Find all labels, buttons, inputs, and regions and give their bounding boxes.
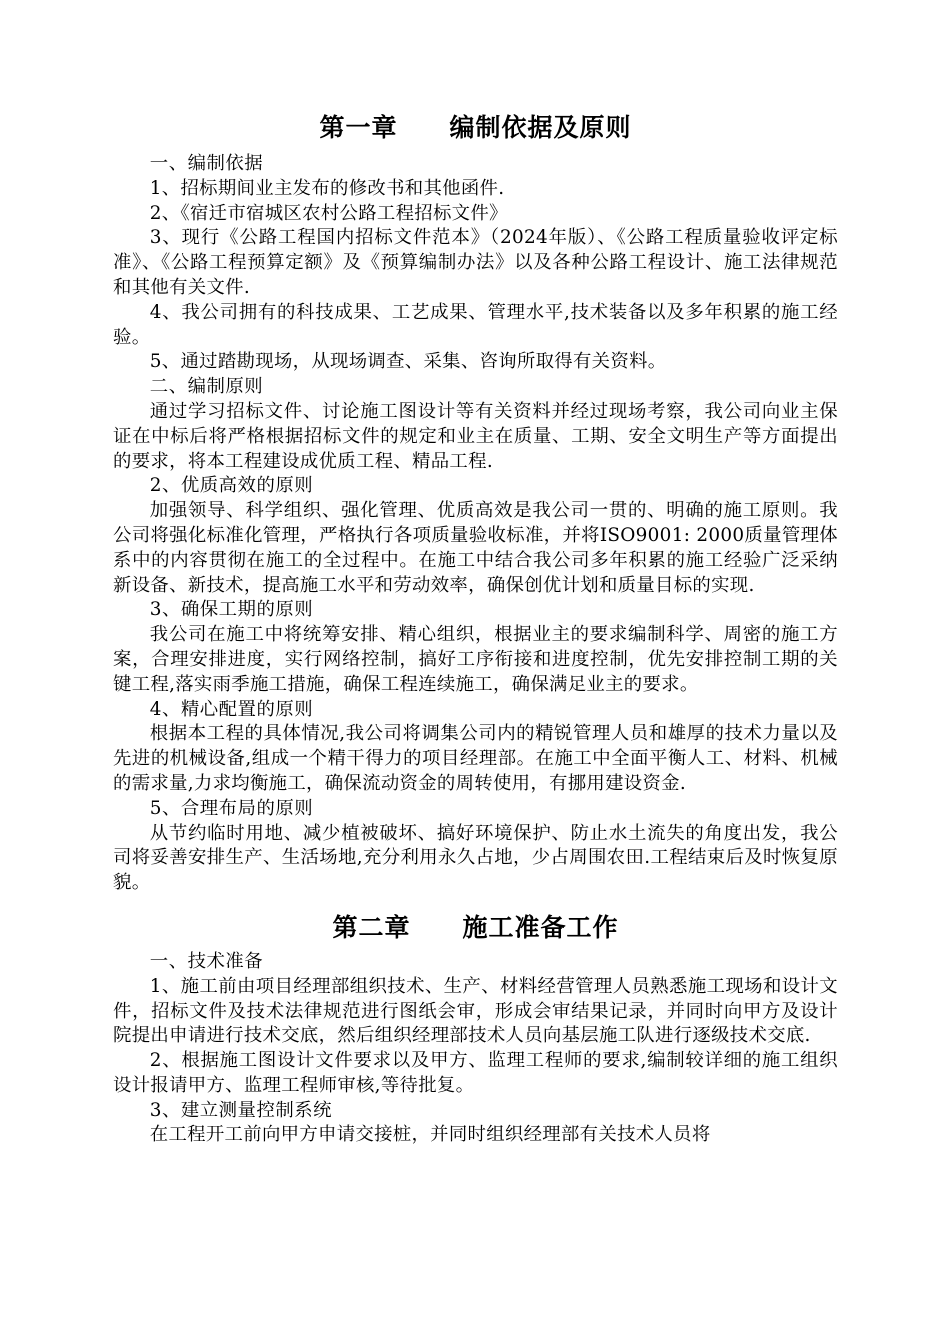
basis-item-5: 5、通过踏勘现场，从现场调查、采集、咨询所取得有关资料。: [149, 351, 667, 373]
subsection-heading: 2、优质高效的原则: [149, 475, 314, 497]
subsection-heading: 3、确保工期的原则: [149, 599, 314, 621]
basis-item-2: 2、《宿迁市宿城区农村公路工程招标文件》: [149, 202, 508, 224]
preparation-item: 在工程开工前向甲方申请交接桩，并同时组织经理部有关技术人员将: [149, 1124, 711, 1146]
principle-paragraph: 从节约临时用地、减少植被破坏、搞好环境保护、防止水土流失的角度出发，我公司将妥善安排生产、生活场地,充分利用永久占地，少占周围农田.工程结束后及时恢复原貌。: [113, 822, 838, 894]
section-heading: 一、技术准备: [149, 950, 264, 972]
basis-item-4: 4、我公司拥有的科技成果、工艺成果、管理水平,技术装备以及多年积累的施工经验。: [113, 301, 838, 348]
chapter-2-title: 施工准备工作: [462, 912, 619, 942]
subsection-heading: 4、精心配置的原则: [149, 698, 314, 720]
section-heading: 一、编制依据: [149, 153, 264, 174]
basis-item-3: 3、现行《公路工程国内招标文件范本》（2024年版）、《公路工程质量验收评定标准》、《公路工程预算定额》及《预算编制办法》以及各种公路工程设计、施工法律规范和其他有关文件.: [113, 227, 838, 298]
subsection-heading: 3、建立测量控制系统: [149, 1099, 333, 1121]
subsection-heading: 5、合理布局的原则: [149, 797, 314, 819]
chapter-2-heading: [113, 908, 838, 948]
preparation-item: 2、根据施工图设计文件要求以及甲方、监理工程师的要求,编制较详细的施工组织设计报请甲方、监理工程师审核,等待批复。: [113, 1050, 838, 1096]
chapter-1-heading: [113, 108, 838, 148]
principle-intro: 通过学习招标文件、讨论施工图设计等有关资料并经过现场考察，我公司向业主保证在中标后将严格根据招标文件的规定和业主在质量、工期、安全文明生产等方面提出的要求，将本工程建设成优质工程、精品工程.: [113, 400, 838, 472]
chapter-1-title: 编制依据及原则: [449, 113, 632, 142]
document-body: [113, 108, 838, 1148]
chapter-2-number: 第二章: [332, 912, 411, 942]
section-heading: 二、编制原则: [149, 376, 264, 398]
preparation-item: 1、施工前由项目经理部组织技术、生产、材料经营管理人员熟悉施工现场和设计文件，招标文件及技术法律规范进行图纸会审，形成会审结果记录，并同时向甲方及设计院提出申请进行技术交底，然后组织经理部技术人员向基层施工队进行逐级技术交底.: [113, 975, 838, 1047]
principle-paragraph: 我公司在施工中将统筹安排、精心组织，根据业主的要求编制科学、周密的施工方案，合理安排进度，实行网络控制，搞好工序衔接和进度控制，优先安排控制工期的关键工程,落实雨季施工措施，确保工程连续施工，确保满足业主的要求。: [113, 624, 838, 695]
chapter-1-number: 第一章: [319, 113, 398, 142]
principle-paragraph: 加强领导、科学组织、强化管理、优质高效是我公司一贯的、明确的施工原则。我公司将强化标准化管理，严格执行各项质量验收标准，并将ISO9001: 2000质量管理体系中的内容贯彻在施工的全过程中。在施工中结合我公司多年积累的施工经验广泛采纳新设备、新技术，提高施工水平和劳动效率，确保创优计划和质量目标的实现.: [113, 500, 838, 596]
principle-paragraph: 根据本工程的具体情况,我公司将调集公司内的精锐管理人员和雄厚的技术力量以及先进的机械设备,组成一个精干得力的项目经理部。在施工中全面平衡人工、材料、机械的需求量,力求均衡施工，确保流动资金的周转使用，有挪用建设资金.: [113, 723, 838, 794]
basis-item-1: 1、招标期间业主发布的修改书和其他函件.: [149, 177, 505, 199]
